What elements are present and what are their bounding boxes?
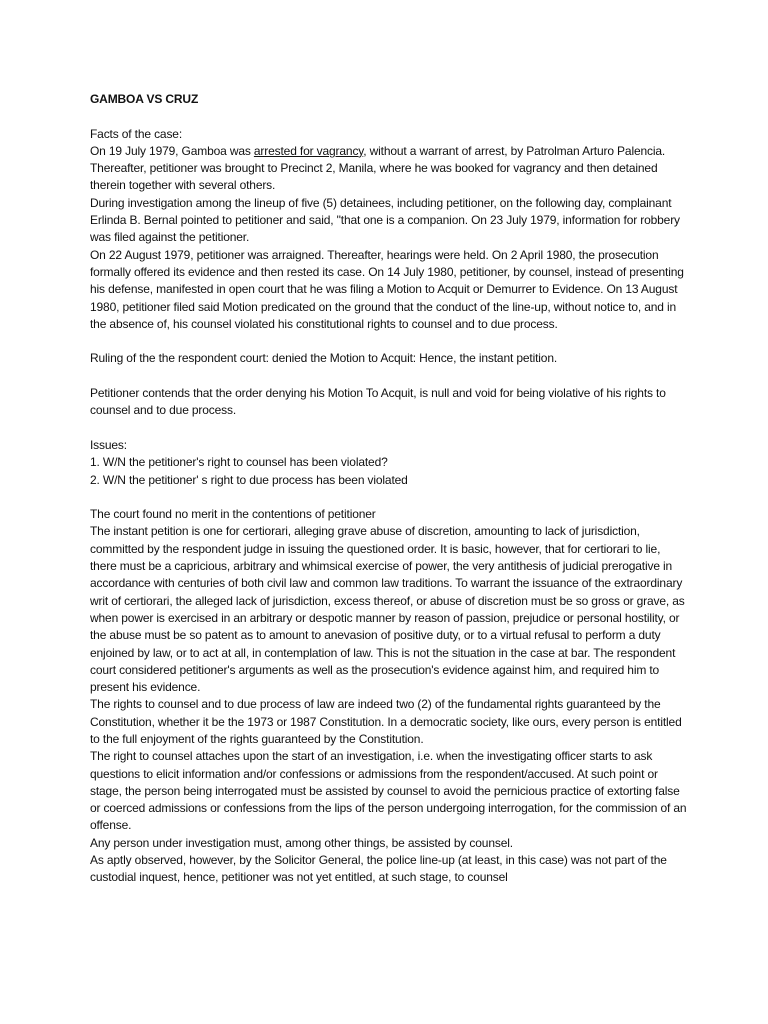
spacer: [90, 368, 690, 385]
held-paragraph-2: The instant petition is one for certiorari, alleging grave abuse of discretion, amounting to lack of jurisdiction, committed by the respondent judge in issuing the questioned order. It is basic, however, that for certiorari to lie, there must be a capricious, arbitrary and whimsical exercise of power, the very antithesis of judicial prerogative in accordance with centuries of both civil law and common law traditions. To warrant the issuance of the extraordinary writ of certiorari, the alleged lack of jurisdiction, excess thereof, or abuse of discretion must be so gross or grave, as when power is exercised in an arbitrary or despotic manner by reason of passion, prejudice or personal hostility, or the abuse must be so patent as to amount to anevasion of positive duty, or to a virtual refusal to perform a duty enjoined by law, or to act at all, in contemplation of law. This is not the situation in the case at bar. The respondent court considered petitioner's arguments as well as the prosecution's evidence against him, and required him to present his evidence.: [90, 524, 685, 695]
spacer: [90, 108, 690, 125]
held-paragraph-1: The court found no merit in the contentions of petitioner: [90, 507, 376, 522]
held-paragraph-5: Any person under investigation must, among other things, be assisted by counsel.: [90, 835, 513, 850]
facts-heading: Facts of the case:: [90, 126, 183, 141]
spacer: [90, 333, 690, 350]
contention-paragraph: Petitioner contends that the order denying his Motion To Acquit, is null and void for being violative of his rights to counsel and to due process.: [90, 386, 666, 418]
held-paragraph-4: The right to counsel attaches upon the start of an investigation, i.e. when the investigating officer starts to ask questions to elicit information and/or confessions or admissions from the respondent/accused. At such point or stage, the person being interrogated must be assisted by counsel to avoid the pernicious practice of extorting false or coerced admissions or confessions from the lips of the person undergoing interrogation, for the commission of an offense.: [90, 749, 687, 833]
issue-item-2: 2. W/N the petitioner' s right to due process has been violated: [90, 472, 408, 487]
facts-text-end: , without a warrant of arrest, by Patrolman Arturo Palencia. Thereafter, petitioner was brought to Precinct 2, Manila, where he was booked for vagrancy and then detained therein together with several others.: [90, 143, 666, 193]
ruling-paragraph: Ruling of the the respondent court: denied the Motion to Acquit: Hence, the instant petition.: [90, 351, 558, 366]
facts-paragraph-2: During investigation among the lineup of five (5) detainees, including petitioner, on the following day, complainant Erlinda B. Bernal pointed to petitioner and said, "that one is a companion. On 23 July 1979, information for robbery was filed against the petitioner.: [90, 195, 680, 245]
document-title: GAMBOA VS CRUZ: [90, 92, 199, 106]
arrested-for-vagrancy-link[interactable]: arrested for vagrancy: [253, 143, 364, 158]
spacer: [90, 420, 690, 437]
held-paragraph-6: As aptly observed, however, by the Solicitor General, the police line-up (at least, in this case) was not part of the custodial inquest, hence, petitioner was not yet entitled, at such stage, to counsel: [90, 853, 667, 885]
issue-item-1: 1. W/N the petitioner's right to counsel has been violated?: [90, 455, 388, 470]
facts-paragraph-1: [90, 143, 690, 195]
spacer: [90, 489, 690, 506]
facts-text-start: On 19 July 1979, Gamboa was: [90, 143, 254, 158]
issues-heading: Issues:: [90, 437, 127, 452]
held-paragraph-3: The rights to counsel and to due process of law are indeed two (2) of the fundamental rights guaranteed by the Constitution, whether it be the 1973 or 1987 Constitution. In a democratic society, like ours, every person is entitled to the full enjoyment of the rights guaranteed by the Constitution.: [90, 697, 682, 746]
document-body: [90, 91, 690, 887]
facts-paragraph-3: On 22 August 1979, petitioner was arraigned. Thereafter, hearings were held. On 2 April 1980, the prosecution formally offered its evidence and then rested its case. On 14 July 1980, petitioner, by counsel, instead of presenting his defense, manifested in open court that he was filing a Motion to Acquit or Demurrer to Evidence. On 13 August 1980, petitioner filed said Motion predicated on the ground that the conduct of the line-up, without notice to, and in the absence of, his counsel violated his constitutional rights to counsel and to due process.: [90, 247, 684, 331]
